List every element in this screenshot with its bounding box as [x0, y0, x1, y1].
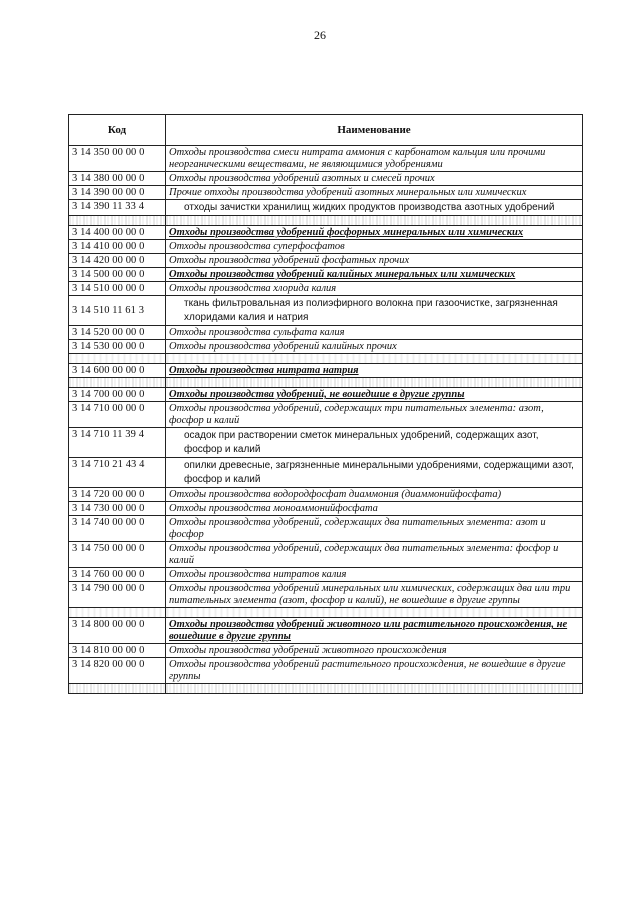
table-row — [69, 200, 583, 216]
blank-row — [69, 378, 583, 388]
row-name: Отходы производства смеси нитрата аммония с карбонатом кальция или прочими неорганическими веществами, не являющимися удобрениями — [166, 146, 583, 172]
row-code: 3 14 510 00 00 0 — [69, 282, 166, 296]
row-name: Отходы производства удобрений животного происхождения — [166, 644, 583, 658]
row-code: 3 14 510 11 61 3 — [69, 296, 166, 326]
row-code: 3 14 730 00 00 0 — [69, 502, 166, 516]
row-code: 3 14 720 00 00 0 — [69, 488, 166, 502]
row-name: осадок при растворении сметок минеральных удобрений, содержащих азот, фосфор и калий — [166, 428, 583, 458]
table-row — [69, 402, 583, 428]
row-code: 3 14 820 00 00 0 — [69, 658, 166, 684]
row-code: 3 14 800 00 00 0 — [69, 618, 166, 644]
table-row — [69, 582, 583, 608]
row-name: Отходы производства удобрений, содержащих два питательных элемента: азот и фосфор — [166, 516, 583, 542]
row-code: 3 14 420 00 00 0 — [69, 254, 166, 268]
table-row — [69, 428, 583, 458]
table-body — [69, 146, 583, 694]
row-name: Отходы производства удобрений калийных минеральных или химических — [166, 268, 583, 282]
row-code: 3 14 760 00 00 0 — [69, 568, 166, 582]
table-row — [69, 542, 583, 568]
row-name: Отходы производства нитратов калия — [166, 568, 583, 582]
row-name: Отходы производства удобрений, не вошедшие в другие группы — [166, 388, 583, 402]
blank-row — [69, 608, 583, 618]
row-name: Отходы производства суперфосфатов — [166, 240, 583, 254]
table-row — [69, 172, 583, 186]
table-row — [69, 488, 583, 502]
blank-row — [69, 216, 583, 226]
row-name: Отходы производства удобрений минеральных или химических, содержащих два или три питательных элемента (азот, фосфор и калий), не вошедшие в другие группы — [166, 582, 583, 608]
page-number: 26 — [314, 28, 326, 42]
row-code: 3 14 500 00 00 0 — [69, 268, 166, 282]
code-column-header: Код — [69, 115, 166, 146]
row-name — [166, 608, 583, 618]
table-row — [69, 516, 583, 542]
table-header-row — [69, 115, 583, 146]
table-row — [69, 282, 583, 296]
table-row — [69, 658, 583, 684]
row-code: 3 14 740 00 00 0 — [69, 516, 166, 542]
row-name: Отходы производства удобрений растительного происхождения, не вошедшие в другие группы — [166, 658, 583, 684]
row-code: 3 14 390 00 00 0 — [69, 186, 166, 200]
table-row — [69, 458, 583, 488]
blank-row — [69, 684, 583, 694]
row-code: 3 14 390 11 33 4 — [69, 200, 166, 216]
row-code — [69, 684, 166, 694]
table-row — [69, 364, 583, 378]
row-name: Отходы производства удобрений азотных и смесей прочих — [166, 172, 583, 186]
row-name: Отходы производства нитрата натрия — [166, 364, 583, 378]
row-name: опилки древесные, загрязненные минеральными удобрениями, содержащими азот, фосфор и калий — [166, 458, 583, 488]
table-row — [69, 226, 583, 240]
row-code: 3 14 700 00 00 0 — [69, 388, 166, 402]
row-name: отходы зачистки хранилищ жидких продуктов производства азотных удобрений — [166, 200, 583, 216]
row-code: 3 14 710 00 00 0 — [69, 402, 166, 428]
row-name: Отходы производства удобрений животного или растительного происхождения, не вошедшие в другие группы — [166, 618, 583, 644]
row-name: Отходы производства удобрений фосфорных минеральных или химических — [166, 226, 583, 240]
row-name — [166, 684, 583, 694]
row-code: 3 14 750 00 00 0 — [69, 542, 166, 568]
row-code: 3 14 520 00 00 0 — [69, 326, 166, 340]
row-name — [166, 354, 583, 364]
table-row — [69, 240, 583, 254]
table-row — [69, 568, 583, 582]
row-name — [166, 216, 583, 226]
row-name — [166, 378, 583, 388]
row-code: 3 14 410 00 00 0 — [69, 240, 166, 254]
row-name: Отходы производства хлорида калия — [166, 282, 583, 296]
row-code: 3 14 710 11 39 4 — [69, 428, 166, 458]
row-name: ткань фильтровальная из полиэфирного волокна при газоочистке, загрязненная хлоридами калия и натрия — [166, 296, 583, 326]
row-name: Отходы производства сульфата калия — [166, 326, 583, 340]
table-row — [69, 340, 583, 354]
waste-classification-table — [68, 114, 583, 694]
row-name: Отходы производства удобрений, содержащих два питательных элемента: фосфор и калий — [166, 542, 583, 568]
table-row — [69, 326, 583, 340]
table-row — [69, 296, 583, 326]
name-column-header: Наименование — [166, 115, 583, 146]
row-code: 3 14 400 00 00 0 — [69, 226, 166, 240]
row-code: 3 14 790 00 00 0 — [69, 582, 166, 608]
row-code: 3 14 600 00 00 0 — [69, 364, 166, 378]
row-code — [69, 378, 166, 388]
table-row — [69, 618, 583, 644]
table-row — [69, 146, 583, 172]
row-name: Отходы производства удобрений фосфатных прочих — [166, 254, 583, 268]
blank-row — [69, 354, 583, 364]
row-name: Отходы производства удобрений, содержащих три питательных элемента: азот, фосфор и калий — [166, 402, 583, 428]
row-code: 3 14 530 00 00 0 — [69, 340, 166, 354]
row-name: Отходы производства удобрений калийных прочих — [166, 340, 583, 354]
table-row — [69, 502, 583, 516]
row-code: 3 14 350 00 00 0 — [69, 146, 166, 172]
row-name: Прочие отходы производства удобрений азотных минеральных или химических — [166, 186, 583, 200]
row-code — [69, 354, 166, 364]
table-row — [69, 186, 583, 200]
row-name: Отходы производства моноаммонийфосфата — [166, 502, 583, 516]
table-row — [69, 388, 583, 402]
table-row — [69, 254, 583, 268]
table-row — [69, 644, 583, 658]
table-row — [69, 268, 583, 282]
row-code: 3 14 810 00 00 0 — [69, 644, 166, 658]
row-code: 3 14 380 00 00 0 — [69, 172, 166, 186]
row-code — [69, 608, 166, 618]
row-code — [69, 216, 166, 226]
row-code: 3 14 710 21 43 4 — [69, 458, 166, 488]
row-name: Отходы производства водородфосфат диаммония (диаммонийфосфата) — [166, 488, 583, 502]
